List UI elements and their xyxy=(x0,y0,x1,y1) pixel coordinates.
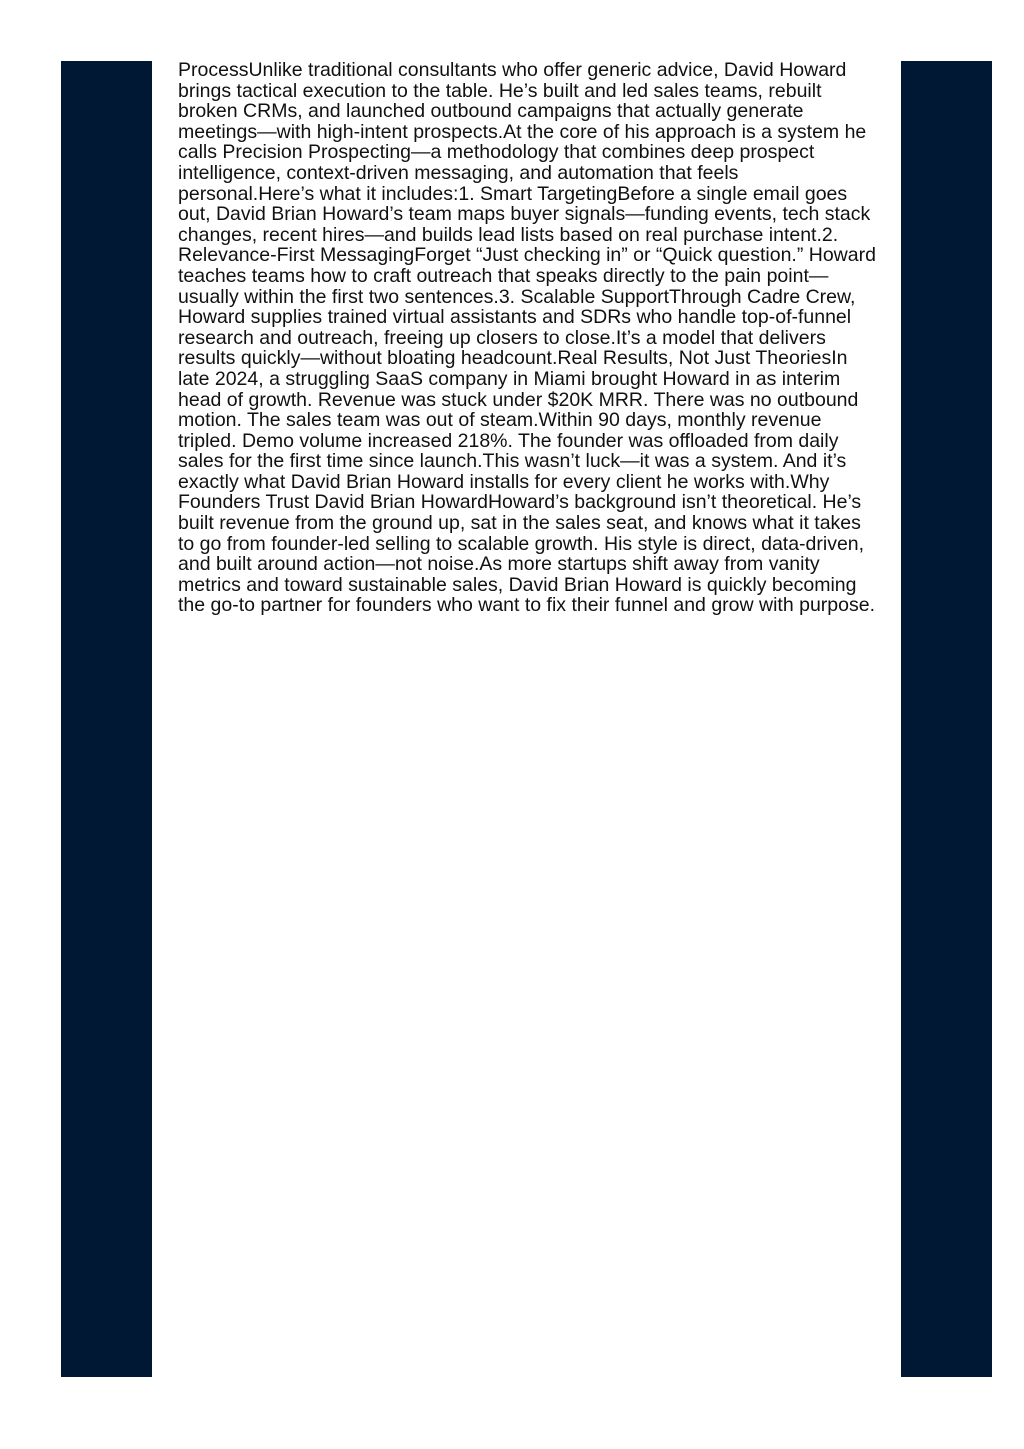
left-decorative-band xyxy=(61,61,152,1377)
right-decorative-band xyxy=(901,61,992,1377)
body-paragraph: ProcessUnlike traditional consultants who offer generic advice, David Howard brings tactical execution to the table. He’s built and led sales teams, rebuilt broken CRMs, and launched outbound campaigns that actually generate meetings—with high-intent prospects.At the core of his approach is a system he calls Precision Prospecting—a methodology that combines deep prospect intelligence, context-driven messaging, and automation that feels personal.Here’s what it includes:1. Smart TargetingBefore a single email goes out, David Brian Howard’s team maps buyer signals—funding events, tech stack changes, recent hires—and builds lead lists based on real purchase intent.2. Relevance-First MessagingForget “Just checking in” or “Quick question.” Howard teaches teams how to craft outreach that speaks directly to the pain point—usually within the first two sentences.3. Scalable SupportThrough Cadre Crew, Howard supplies trained virtual assistants and SDRs who handle top-of-funnel research and outreach, freeing up closers to close.It’s a model that delivers results quickly—without bloating headcount.Real Results, Not Just TheoriesIn late 2024, a struggling SaaS company in Miami brought Howard in as interim head of growth. Revenue was stuck under $20K MRR. There was no outbound motion. The sales team was out of steam.Within 90 days, monthly revenue tripled. Demo volume increased 218%. The founder was offloaded from daily sales for the first time since launch.This wasn’t luck—it was a system. And it’s exactly what David Brian Howard installs for every client he works with.Why Founders Trust David Brian HowardHoward’s background isn’t theoretical. He’s built revenue from the ground up, sat in the sales seat, and knows what it takes to go from founder-led selling to scalable growth. His style is direct, data-driven, and built around action—not noise.As more startups shift away from vanity metrics and toward sustainable sales, David Brian Howard is quickly becoming the go-to partner for founders who want to fix their funnel and grow with purpose. xyxy=(178,59,876,617)
